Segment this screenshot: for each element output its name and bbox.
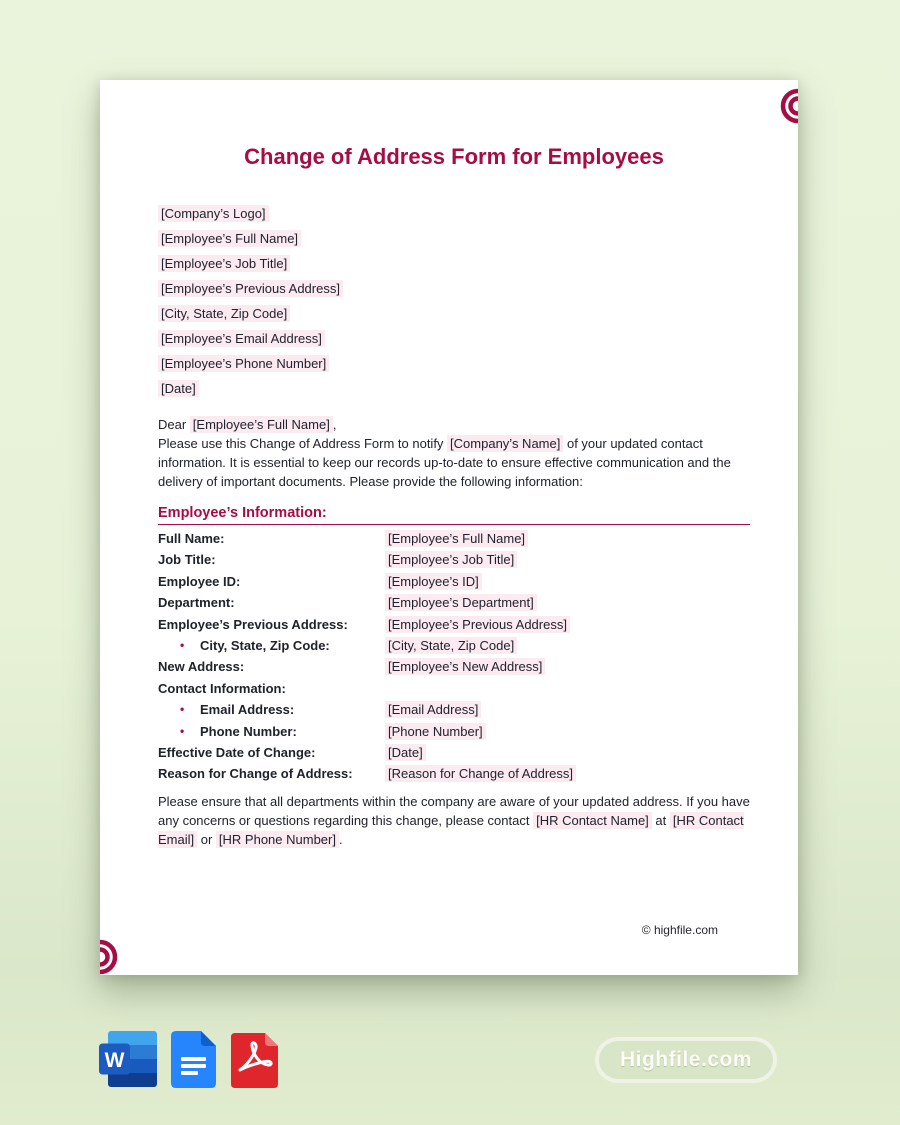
placeholder-token: [Employee’s ID] [385, 573, 482, 590]
salutation-suffix: , [332, 417, 337, 432]
info-row-value [385, 549, 750, 570]
info-row [158, 699, 750, 720]
word-letter: W [104, 1049, 125, 1072]
info-row [158, 571, 750, 592]
placeholder-token: [Company’s Logo] [158, 205, 269, 222]
info-row-label [158, 678, 385, 699]
info-row-value [385, 699, 750, 720]
info-row-label-text: Contact Information: [158, 680, 286, 696]
placeholder-token: [Employee’s Email Address] [158, 330, 325, 347]
salutation-prefix: Dear [158, 417, 190, 432]
word-file-icon[interactable] [99, 1031, 157, 1087]
highfile-brand-mark-icon [100, 936, 121, 975]
placeholder-token: [Phone Number] [385, 723, 486, 740]
info-row-value [385, 678, 750, 699]
info-row [158, 763, 750, 784]
info-row-label-text: Effective Date of Change: [158, 745, 316, 761]
intro-paragraph [158, 434, 752, 491]
placeholder-token: [Date] [385, 744, 426, 761]
info-row-label [158, 699, 385, 720]
salutation [158, 415, 750, 434]
info-row-label [158, 635, 385, 656]
pdf-fold [265, 1033, 278, 1046]
header-placeholder-line [158, 256, 750, 272]
placeholder-token: [Employee’s Phone Number] [158, 355, 329, 372]
info-row-label-text: Job Title: [158, 552, 216, 568]
hr-name-placeholder: [HR Contact Name] [533, 812, 652, 829]
hr-email-placeholder: [HR Contact Email] [158, 812, 744, 847]
closing-paragraph [158, 792, 758, 849]
placeholder-token: [Employee’s Full Name] [385, 530, 528, 547]
placeholder-token: [Employee’s New Address] [385, 658, 545, 675]
document-page [100, 80, 798, 975]
info-row [158, 656, 750, 677]
page-title: Change of Address Form for Employees [244, 144, 664, 169]
date-placeholder: [Date] [158, 380, 199, 397]
info-rows [158, 528, 750, 785]
closing-text-2: at [651, 812, 670, 828]
header-placeholder-line [158, 331, 750, 347]
info-row-label-text: Full Name: [158, 531, 225, 546]
info-row-value [385, 742, 750, 763]
info-row-label [158, 721, 385, 742]
placeholder-token: [Employee’s Job Title] [385, 551, 517, 568]
info-row-label [158, 763, 385, 784]
section-heading: Employee’s Information: [158, 505, 327, 521]
header-placeholder-line [158, 306, 750, 322]
info-row-value [385, 614, 750, 635]
info-row-value [385, 635, 750, 656]
info-row-label-text: Phone Number: [200, 723, 297, 739]
info-row-value [385, 592, 750, 613]
info-row [158, 528, 750, 549]
info-row-label-text: Employee’s Previous Address: [158, 616, 348, 632]
info-row-label [158, 742, 385, 763]
highfile-badge-label: Highfile.com [619, 1048, 752, 1071]
closing-text-4: . [338, 831, 343, 847]
company-name-placeholder: [Company’s Name] [447, 435, 563, 452]
info-row-label-text: Employee ID: [158, 573, 241, 589]
info-row-label [158, 549, 385, 570]
placeholder-token: [Reason for Change of Address] [385, 765, 576, 782]
intro-text-after: of your updated contact information. It is essential to keep our records up-to-date to ensure effective communication and the delivery of important documents. Please provide the following information: [158, 436, 731, 489]
info-row [158, 614, 750, 635]
info-row [158, 742, 750, 763]
intro-text-before: Please use this Change of Address Form to notify [158, 436, 448, 451]
info-row-label [158, 656, 385, 677]
info-row [158, 635, 750, 656]
docs-fold [201, 1031, 216, 1046]
closing-text-3: or [197, 831, 216, 847]
info-row-value [385, 656, 750, 677]
info-row-value [385, 721, 750, 742]
closing-text-1: Please ensure that all departments within the company are aware of your updated address. If you have any concerns or questions regarding this change, please contact [158, 793, 750, 828]
placeholder-token: [Employee’s Department] [385, 594, 537, 611]
placeholder-token: [Employee’s Full Name] [158, 230, 301, 247]
placeholder-token: [Employee’s Previous Address] [158, 280, 343, 297]
info-row [158, 592, 750, 613]
info-row-label [158, 528, 385, 549]
header-placeholder-line [158, 206, 750, 222]
info-row [158, 549, 750, 570]
document-content [100, 144, 798, 849]
hr-phone-placeholder: [HR Phone Number] [216, 831, 339, 848]
salutation-name-placeholder: [Employee’s Full Name] [190, 416, 333, 433]
placeholder-token: [Email Address] [385, 701, 481, 718]
copyright-credit: © highfile.com [641, 923, 718, 937]
info-row-label [158, 592, 385, 613]
pdf-file-icon[interactable] [231, 1033, 278, 1088]
header-placeholder-line [158, 231, 750, 247]
highfile-brand-mark-icon [777, 85, 798, 127]
highfile-badge[interactable] [595, 1037, 777, 1083]
info-row-label-text: City, State, Zip Code: [200, 638, 330, 654]
placeholder-token: [City, State, Zip Code] [158, 305, 290, 322]
info-row-label [158, 614, 385, 635]
date-line [158, 381, 750, 397]
header-placeholder-list [158, 206, 750, 372]
info-row-label [158, 571, 385, 592]
placeholder-token: [Employee’s Job Title] [158, 255, 290, 272]
google-docs-icon[interactable] [171, 1031, 216, 1088]
info-row [158, 721, 750, 742]
bullet-icon: • [180, 638, 185, 653]
info-row-value [385, 528, 750, 549]
header-placeholder-line [158, 281, 750, 297]
section-rule [158, 524, 750, 525]
info-row-value [385, 571, 750, 592]
info-row-value [385, 763, 750, 784]
bullet-icon: • [180, 723, 185, 738]
info-row-label-text: Department: [158, 595, 235, 611]
info-row-label-text: Reason for Change of Address: [158, 766, 353, 782]
info-row-label-text: New Address: [158, 659, 245, 675]
header-placeholder-line [158, 356, 750, 372]
info-row [158, 678, 750, 699]
info-row-label-text: Email Address: [200, 702, 295, 718]
bullet-icon: • [180, 702, 185, 717]
placeholder-token: [Employee’s Previous Address] [385, 616, 570, 633]
placeholder-token: [City, State, Zip Code] [385, 637, 517, 654]
